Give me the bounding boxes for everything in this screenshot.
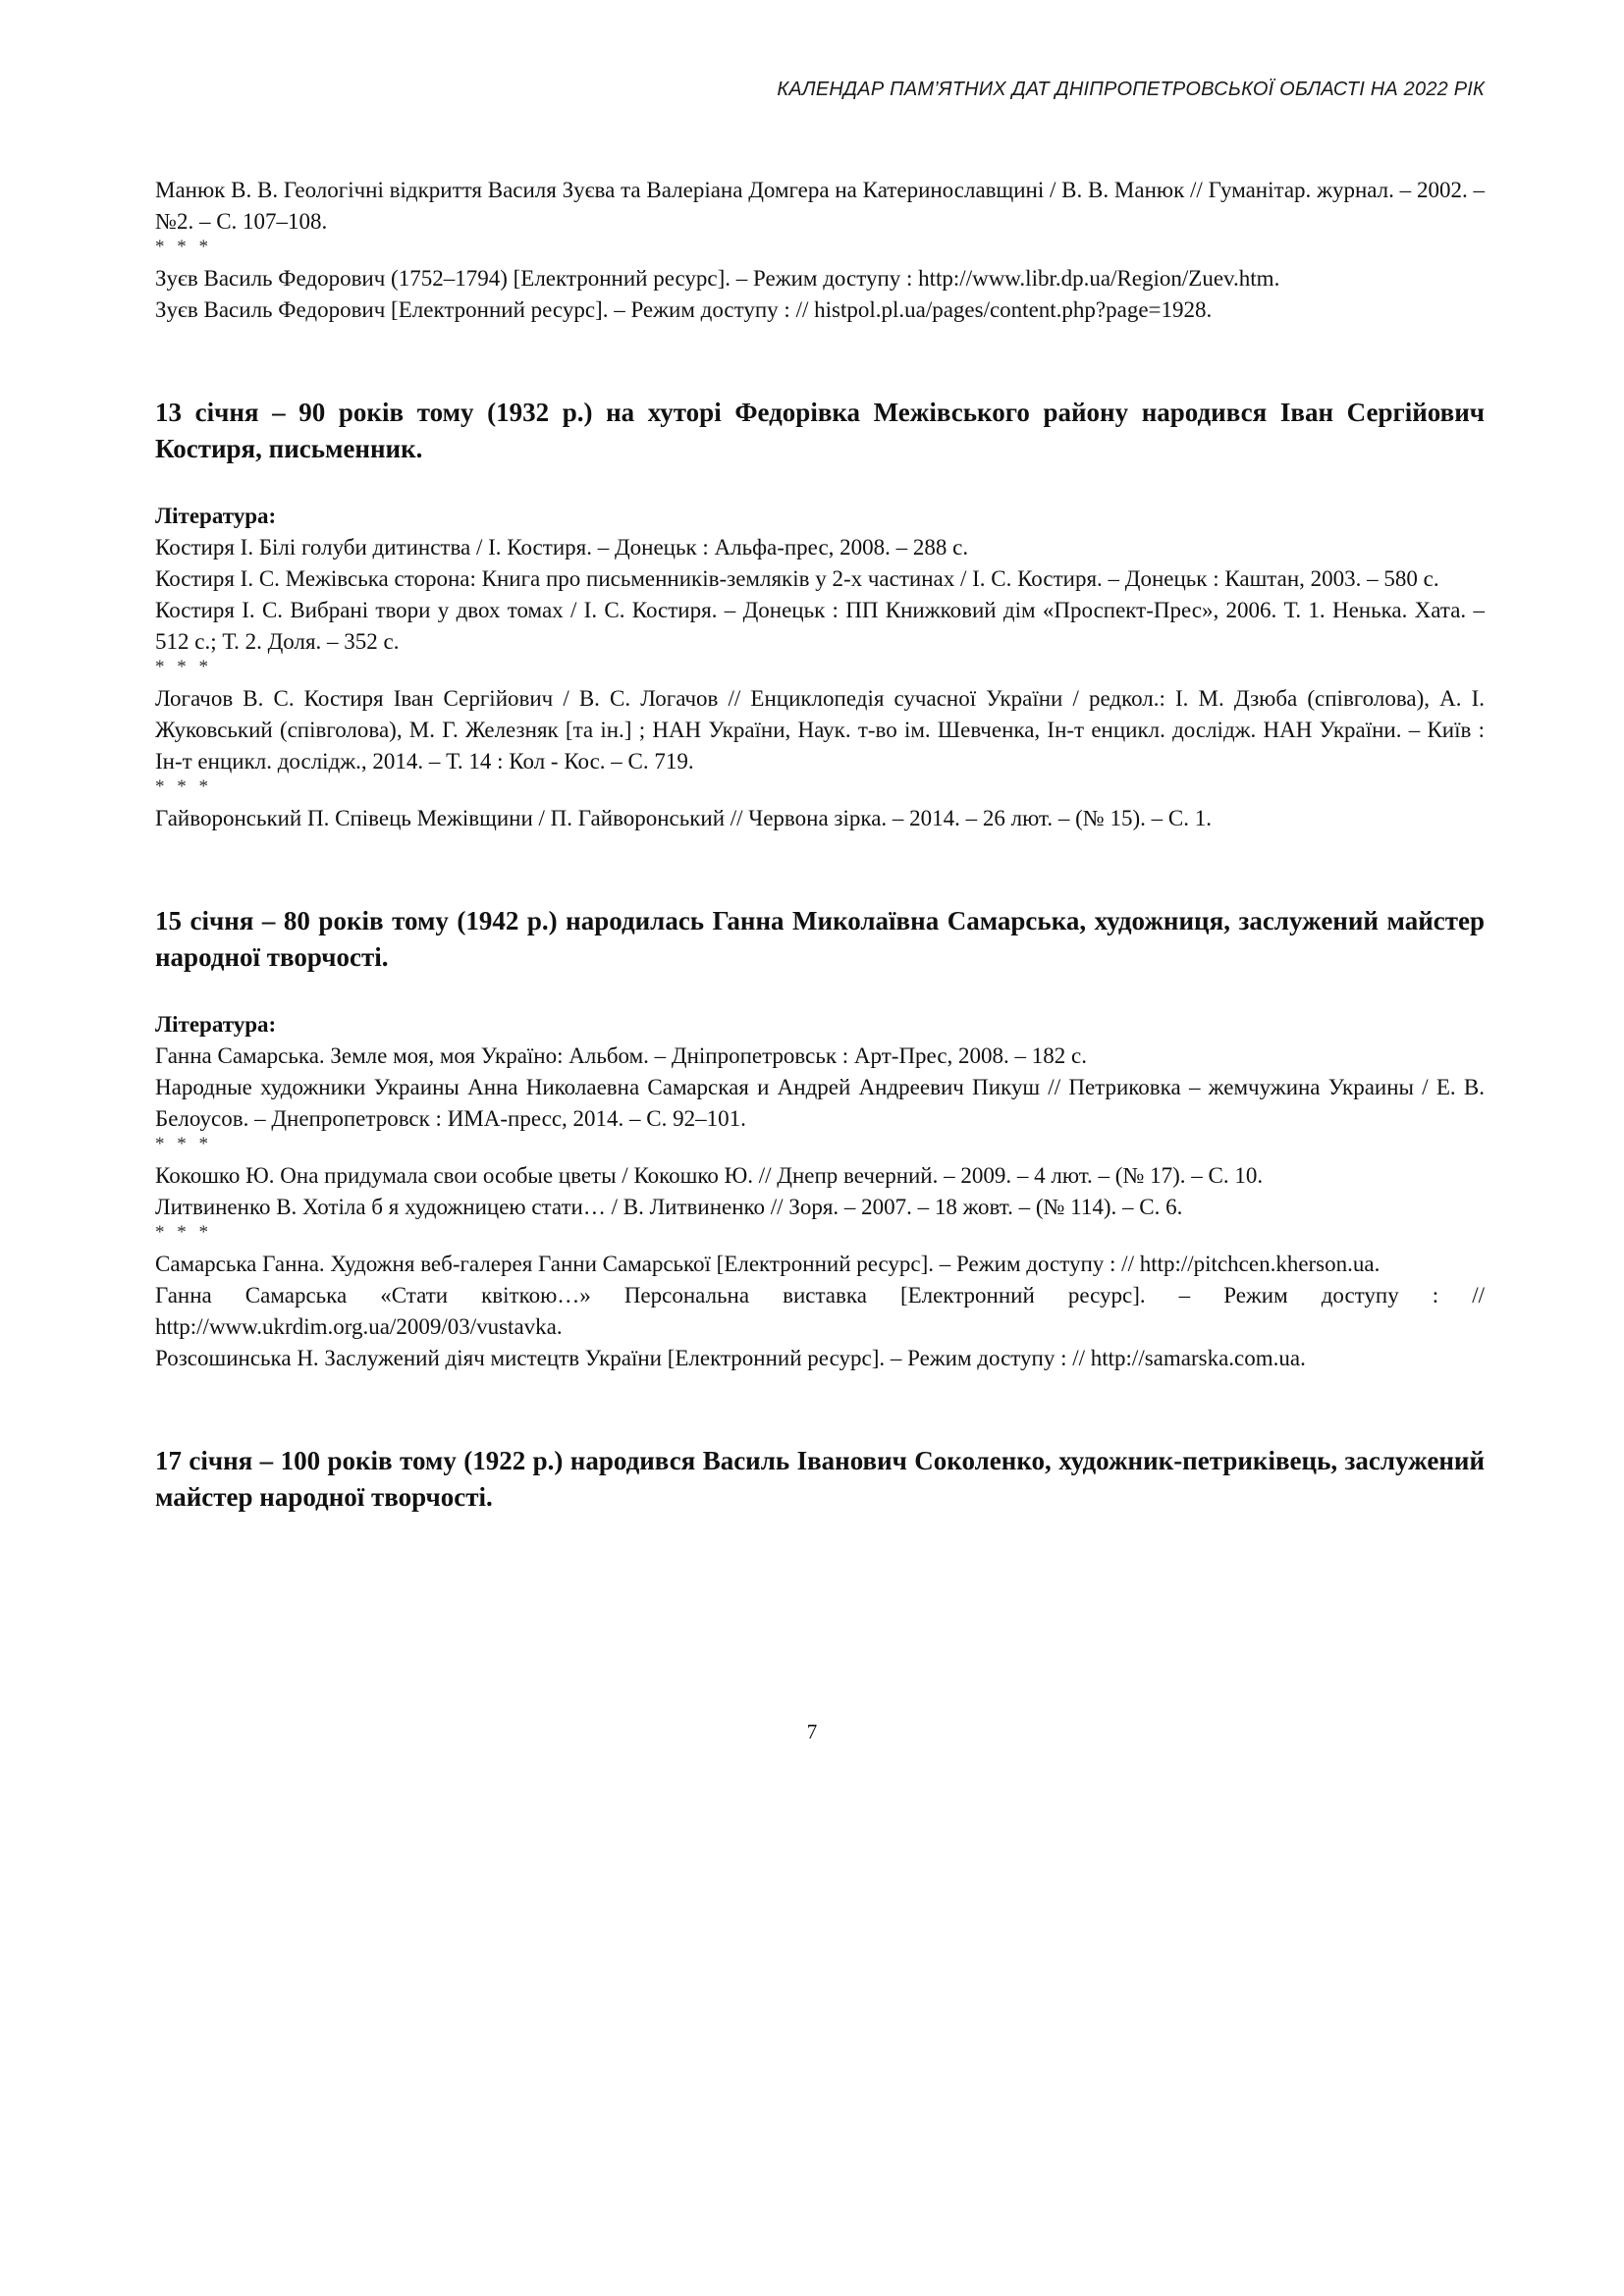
reference-item: Манюк В. В. Геологічні відкриття Василя Зуєва та Валеріана Домгера на Катеринославщині / В. В. Манюк // Гуманітар. журнал. – 2002. – №2. – С. 107–108. [155, 178, 1485, 234]
reference-item: Костиря І. С. Межівська сторона: Книга про письменників-земляків у 2-х частинах / І. С. Костиря. – Донецьк : Каштан, 2003. – 580 с. [155, 566, 1439, 591]
entry-heading: 15 січня – 80 років тому (1942 р.) народилась Ганна Миколаївна Самарська, художниця, заслужений майстер народної творчості. [155, 906, 1485, 972]
entry-heading: 17 січня – 100 років тому (1922 р.) народився Василь Іванович Соколенко, художник-петриківець, заслужений майстер народної творчості. [155, 1446, 1485, 1512]
section-separator: * * * [155, 237, 212, 257]
running-header: КАЛЕНДАР ПАМ’ЯТНИХ ДАТ ДНІПРОПЕТРОВСЬКОЇ ОБЛАСТІ НА 2022 РІК [777, 79, 1485, 100]
literature-label: Література: [155, 1012, 277, 1037]
page-number: 7 [806, 1720, 818, 1743]
reference-item: Литвиненко В. Хотіла б я художницею стати… / В. Литвиненко // Зоря. – 2007. – 18 жовт. – (№ 114). – С. 6. [155, 1195, 1183, 1219]
calendar-entry [155, 1443, 1485, 1516]
reference-item: Ганна Самарська «Стати квіткою…» Персональна виставка [Електронний ресурс]. – Режим доступу : // http://www.ukrdim.org.ua/2009/03/vustavka. [155, 1283, 1485, 1339]
page-content [155, 175, 1485, 1516]
reference-item: Зуєв Василь Федорович [Електронний ресурс]. – Режим доступу : // histpol.pl.ua/pages/content.php?page=1928. [155, 297, 1213, 322]
section-separator: * * * [155, 1222, 212, 1243]
literature-label: Література: [155, 504, 277, 528]
reference-item: Гайворонський П. Співець Межівщини / П. Гайворонський // Червона зірка. – 2014. – 26 лют. – (№ 15). – С. 1. [155, 806, 1212, 830]
calendar-entry [155, 903, 1485, 1374]
reference-item: Костиря І. С. Вибрані твори у двох томах / І. С. Костиря. – Донецьк : ПП Книжковий дім «Проспект-Прес», 2006. Т. 1. Ненька. Хата. – 512 с.; Т. 2. Доля. – 352 с. [155, 598, 1485, 654]
reference-item: Костиря І. Білі голуби дитинства / І. Костиря. – Донецьк : Альфа-прес, 2008. – 288 с. [155, 535, 969, 560]
section-separator: * * * [155, 657, 212, 677]
reference-item: Зуєв Василь Федорович (1752–1794) [Електронний ресурс]. – Режим доступу : http://www.libr.dp.ua/Region/Zuev.htm. [155, 266, 1280, 291]
section-separator: * * * [155, 1134, 212, 1154]
reference-item: Самарська Ганна. Художня веб-галерея Ганни Самарської [Електронний ресурс]. – Режим доступу : // http://pitchcen.kherson.ua. [155, 1252, 1380, 1276]
reference-item: Розсошинська Н. Заслужений діяч мистецтв України [Електронний ресурс]. – Режим доступу : // http://samarska.com.ua. [155, 1346, 1306, 1370]
entry-heading: 13 січня – 90 років тому (1932 р.) на хуторі Федорівка Межівського району народився Іван Сергійович Костиря, письменник. [155, 398, 1485, 463]
reference-item: Кокошко Ю. Она придумала свои особые цветы / Кокошко Ю. // Днепр вечерний. – 2009. – 4 лют. – (№ 17). – С. 10. [155, 1163, 1264, 1188]
reference-item: Логачов В. С. Костиря Іван Сергійович / В. С. Логачов // Енциклопедія сучасної України / редкол.: І. М. Дзюба (співголова), А. І. Жуковський (співголова), М. Г. Железняк [та ін.] ; НАН України, Наук. т-во ім. Шевченка, Ін-т енцикл. дослідж. НАН України. – Київ : Ін-т енцикл. дослідж., 2014. – Т. 14 : Кол - Кос. – С. 719. [155, 686, 1485, 774]
reference-item: Ганна Самарська. Земле моя, моя Україно: Альбом. – Дніпропетровськ : Арт-Прес, 2008. – 182 с. [155, 1043, 1087, 1068]
calendar-entry [155, 395, 1485, 834]
intro-references [155, 175, 1485, 326]
reference-item: Народные художники Украины Анна Николаевна Самарская и Андрей Андреевич Пикуш // Петриковка – жемчужина Украины / Е. В. Белоусов. – Днепропетровск : ИМА-пресс, 2014. – С. 92–101. [155, 1075, 1485, 1131]
section-separator: * * * [155, 776, 212, 797]
